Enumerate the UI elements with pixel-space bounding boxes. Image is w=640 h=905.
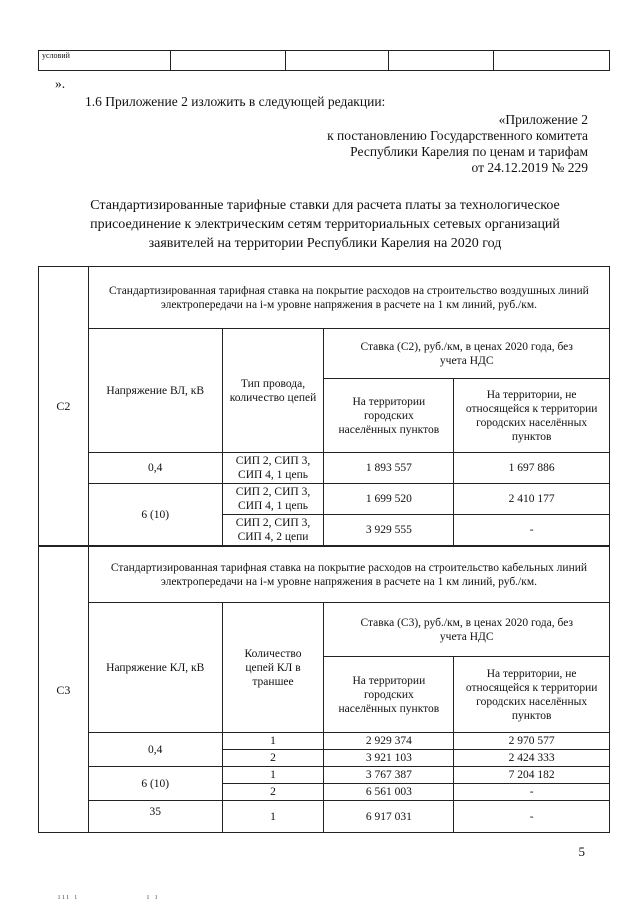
title-line: заявителей на территории Республики Карелия на 2020 год [148,236,502,251]
urban-rate-cell: 3 929 555 [324,515,454,546]
table-row [39,453,610,484]
nonurban-rate-cell: 2 410 177 [454,484,610,515]
circuits-cell: 2 [222,750,324,767]
rate-code-c2: С2 [39,267,89,546]
column-header-voltage: Напряжение КЛ, кВ [88,603,222,733]
urban-rate-cell: 3 767 387 [324,767,454,784]
wire-type-cell: СИП 2, СИП 3, СИП 4, 2 цепи [222,515,324,546]
nonurban-rate-cell: 1 697 886 [454,453,610,484]
column-header-nonurban: На территории, не относящейся к территории городских населённых пунктов [454,657,610,733]
circuits-cell: 1 [222,767,324,784]
table-cell [388,51,494,71]
appendix-line-4: от 24.12.2019 № 229 [471,160,588,175]
circuits-cell: 2 [222,784,324,801]
urban-rate-cell: 6 561 003 [324,784,454,801]
nonurban-rate-cell: 2 970 577 [454,733,610,750]
urban-rate-cell: 1 699 520 [324,484,454,515]
closing-quote: ». [55,76,66,91]
appendix-line-2: к постановлению Государственного комитета [327,128,588,143]
table-cell [170,51,286,71]
voltage-cell: 6 (10) [88,767,222,801]
nonurban-rate-cell: - [454,801,610,833]
circuits-cell: 1 [222,801,324,833]
table-row [39,733,610,750]
column-header-urban: На территории городских населённых пунктов [324,379,454,453]
previous-table-fragment [38,50,610,71]
instruction-text: 1.6 Приложение 2 изложить в следующей редакции: [85,94,386,109]
title-line: присоединение к электрическим сетям территориальных сетевых организаций [90,217,560,232]
title-line: Стандартизированные тарифные ставки для расчета платы за технологическое [90,198,560,213]
rate-code-c3: С3 [39,547,89,833]
table-row [39,51,610,71]
nonurban-rate-cell: - [454,784,610,801]
scan-marks: ııı ı ı ı [58,892,160,901]
appendix-line-3: Республики Карелия по ценам и тарифам [350,144,588,159]
rate-description: Стандартизированная тарифная ставка на покрытие расходов на строительство воздушных линий электропередачи на i-м уровне напряжения в расчете на 1 км линий, руб./км. [88,267,609,329]
table-row [39,603,610,657]
voltage-cell: 6 (10) [88,484,222,546]
table-cell: условий [39,51,171,71]
page-number: 5 [578,844,585,859]
table-row [39,547,610,603]
table-row [39,484,610,515]
urban-rate-cell: 6 917 031 [324,801,454,833]
urban-rate-cell: 2 929 374 [324,733,454,750]
table-row [39,267,610,329]
table-row [39,767,610,784]
column-header-rate: Ставка (С3), руб./км, в ценах 2020 года, без учета НДС [324,603,610,657]
table-cell [494,51,610,71]
c3-rate-table [38,546,610,833]
column-header-nonurban: На территории, не относящейся к территории городских населённых пунктов [454,379,610,453]
document-title [40,196,610,253]
voltage-cell: 0,4 [88,733,222,767]
column-header-urban: На территории городских населённых пунктов [324,657,454,733]
column-header-rate: Ставка (С2), руб./км, в ценах 2020 года, без учета НДС [324,329,610,379]
table-row [39,329,610,379]
nonurban-rate-cell: 2 424 333 [454,750,610,767]
urban-rate-cell: 1 893 557 [324,453,454,484]
column-header-voltage: Напряжение ВЛ, кВ [88,329,222,453]
table-row [39,801,610,833]
column-header-circuits: Количество цепей КЛ в траншее [222,603,324,733]
wire-type-cell: СИП 2, СИП 3, СИП 4, 1 цепь [222,484,324,515]
c2-rate-table [38,266,610,546]
nonurban-rate-cell: 7 204 182 [454,767,610,784]
circuits-cell: 1 [222,733,324,750]
rate-description: Стандартизированная тарифная ставка на покрытие расходов на строительство кабельных линий электропередачи на i-м уровне напряжения в расчете на 1 км линий, руб./км. [88,547,609,603]
appendix-line-1: «Приложение 2 [498,112,588,127]
nonurban-rate-cell: - [454,515,610,546]
table-cell [286,51,388,71]
voltage-cell: 35 [88,801,222,833]
column-header-wire-type: Тип провода, количество цепей [222,329,324,453]
voltage-cell: 0,4 [88,453,222,484]
urban-rate-cell: 3 921 103 [324,750,454,767]
wire-type-cell: СИП 2, СИП 3, СИП 4, 1 цепь [222,453,324,484]
